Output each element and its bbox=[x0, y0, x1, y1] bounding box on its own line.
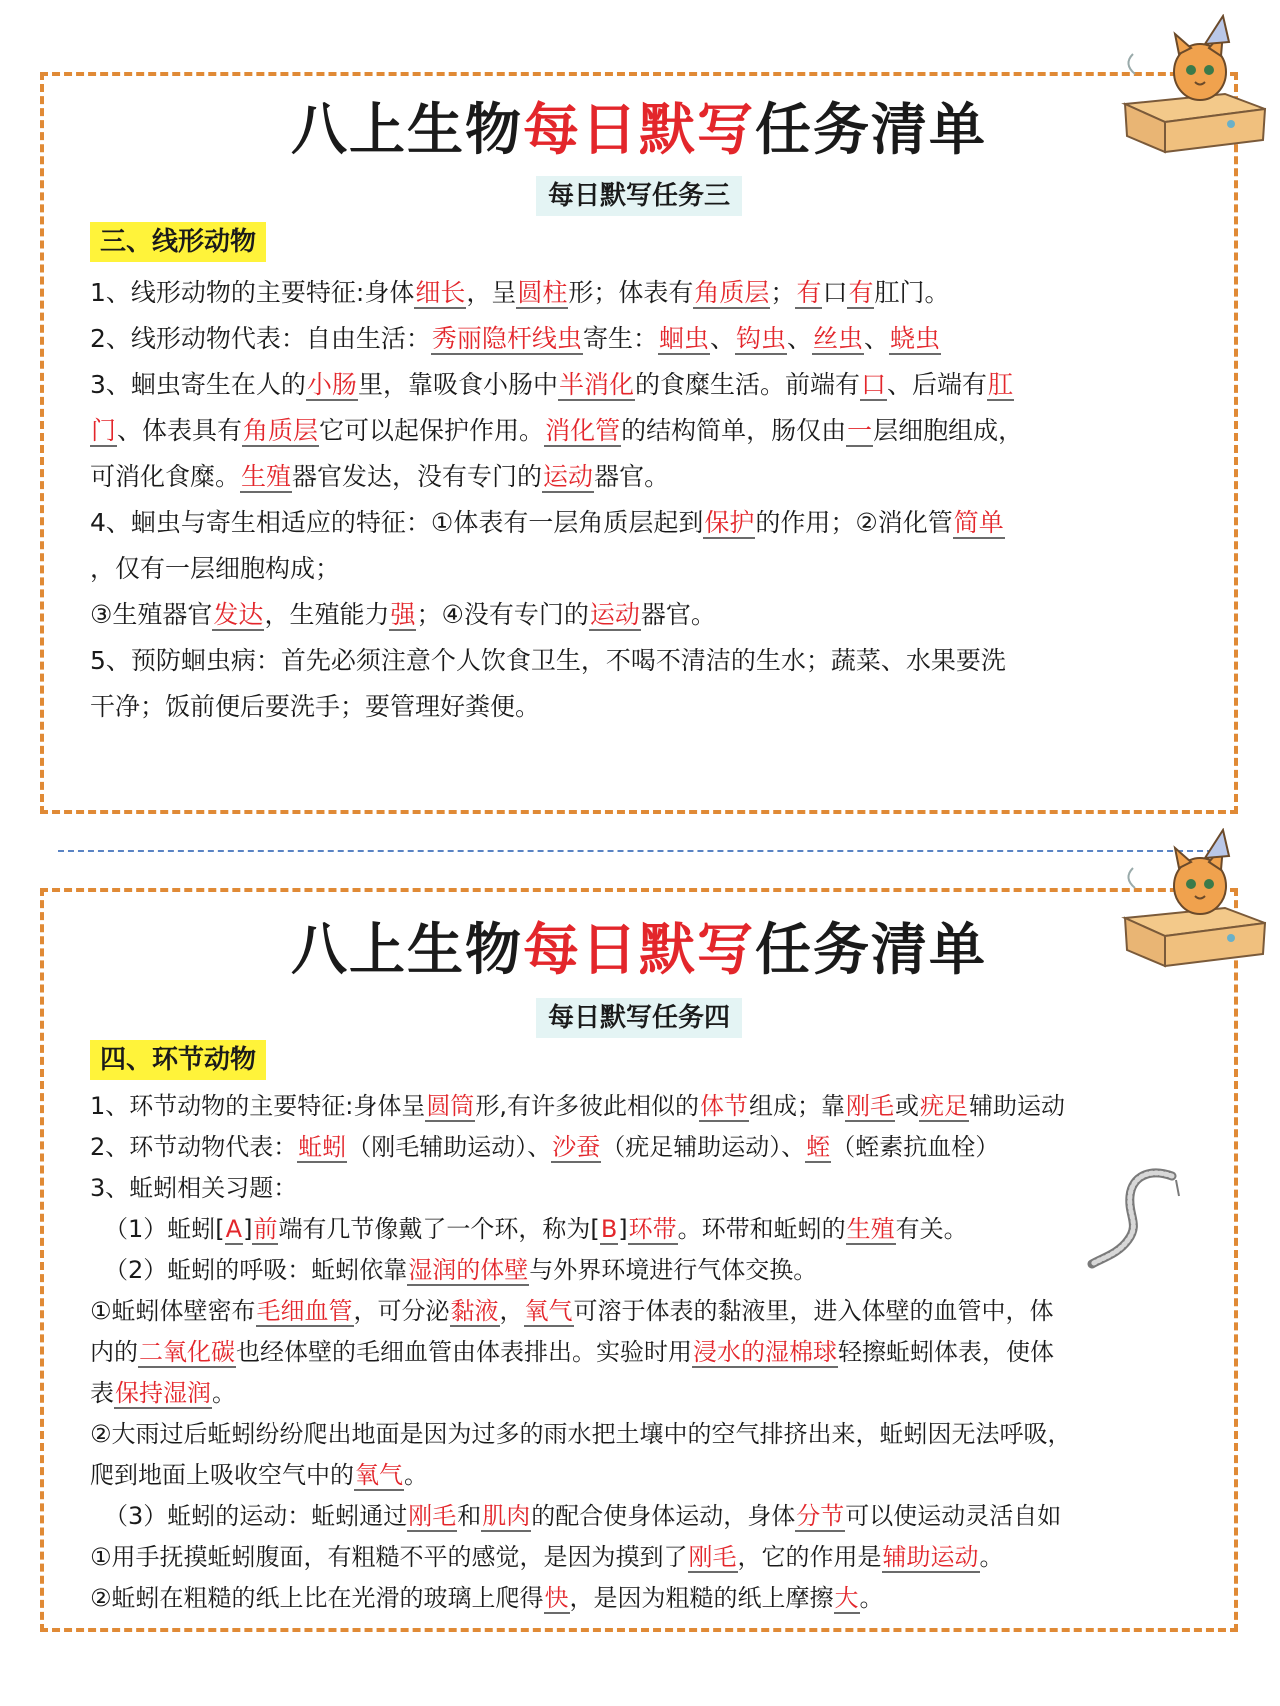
text: （1）蚯蚓[ bbox=[104, 1215, 225, 1243]
text: ②蚯蚓在粗糙的纸上比在光滑的玻璃上爬得 bbox=[90, 1584, 544, 1612]
text: 组成；靠 bbox=[749, 1092, 845, 1120]
text: 3、蚯蚓相关习题： bbox=[90, 1174, 298, 1202]
answer: 生殖 bbox=[241, 462, 292, 491]
text: 、后端有 bbox=[887, 370, 988, 399]
text: ②大雨过后蚯蚓纷纷爬出地面是因为过多的雨水把土壤中的空气排挤出来，蚯蚓因无法呼吸， bbox=[90, 1420, 1072, 1448]
text: 爬到地面上吸收空气中的 bbox=[90, 1461, 354, 1489]
answer: 蛭 bbox=[806, 1133, 831, 1161]
text: ，它的作用是 bbox=[737, 1543, 882, 1571]
text: 可溶于体表的黏液里，进入体壁的血管中，体 bbox=[573, 1297, 1054, 1325]
text: 寄生： bbox=[582, 324, 658, 353]
text: 。 bbox=[212, 1379, 236, 1407]
text-line bbox=[90, 546, 1220, 592]
card-body bbox=[90, 270, 1220, 730]
text: 的配合使身体运动，身体 bbox=[531, 1502, 796, 1530]
earthworm-icon bbox=[1080, 1162, 1190, 1272]
text: （疣足辅助运动）、 bbox=[601, 1133, 806, 1161]
text-line bbox=[90, 1250, 1220, 1291]
card-subtitle: 每日默写任务四 bbox=[536, 998, 742, 1038]
answer: 黏液 bbox=[450, 1297, 499, 1325]
text-line bbox=[90, 592, 1220, 638]
card-body bbox=[90, 1086, 1220, 1619]
card-title bbox=[44, 918, 1234, 984]
text: ，是因为粗糙的纸上摩擦 bbox=[569, 1584, 834, 1612]
answer: 半消化 bbox=[558, 370, 634, 399]
text: ；④没有专门的 bbox=[416, 600, 589, 629]
text: 、 bbox=[787, 324, 813, 353]
answer: 刚毛 bbox=[688, 1543, 737, 1571]
text: 也经体壁的毛细血管由体表排出。实验时用 bbox=[236, 1338, 692, 1366]
text: ，可分泌 bbox=[353, 1297, 450, 1325]
text: ①蚯蚓体壁密布 bbox=[90, 1297, 256, 1325]
text-line bbox=[90, 1291, 1220, 1332]
text-line bbox=[90, 1414, 1220, 1455]
text: ] bbox=[618, 1215, 628, 1243]
text: 的作用；②消化管 bbox=[755, 508, 953, 537]
answer: 细长 bbox=[415, 278, 466, 307]
answer: 简单 bbox=[953, 508, 1004, 537]
answer: 发达 bbox=[213, 600, 264, 629]
text: 器官发达，没有专门的 bbox=[292, 462, 543, 491]
answer: 肛 bbox=[988, 370, 1014, 399]
text-line bbox=[90, 1332, 1220, 1373]
text: ，仅有一层细胞构成； bbox=[90, 554, 341, 583]
text-line bbox=[90, 362, 1220, 408]
text: 端有几节像戴了一个环，称为[ bbox=[278, 1215, 600, 1243]
text: 口 bbox=[822, 278, 848, 307]
text: 形,有许多彼此相似的 bbox=[475, 1092, 699, 1120]
cat-in-box-icon bbox=[1105, 828, 1277, 968]
text-line bbox=[90, 638, 1220, 684]
text: 表 bbox=[90, 1379, 114, 1407]
text: 内的 bbox=[90, 1338, 138, 1366]
task-card-four bbox=[40, 888, 1238, 1632]
answer: 体节 bbox=[700, 1092, 748, 1120]
text: 3、蛔虫寄生在人的 bbox=[90, 370, 306, 399]
text-line bbox=[90, 1373, 1220, 1414]
text: ，生殖能力 bbox=[264, 600, 390, 629]
text: 肛门。 bbox=[874, 278, 950, 307]
answer: 有 bbox=[796, 278, 822, 307]
text: 层细胞组成， bbox=[873, 416, 1024, 445]
text: 、体表具有 bbox=[117, 416, 243, 445]
text: 。 bbox=[404, 1461, 428, 1489]
answer: 角质层 bbox=[694, 278, 770, 307]
text: 、 bbox=[864, 324, 890, 353]
text-line bbox=[90, 1209, 1220, 1250]
answer: 疣足 bbox=[920, 1092, 968, 1120]
text: 。环带和蚯蚓的 bbox=[677, 1215, 846, 1243]
answer: 前 bbox=[253, 1215, 278, 1243]
text: ] bbox=[243, 1215, 253, 1243]
section-heading: 四、环节动物 bbox=[90, 1040, 266, 1080]
text: 的食糜生活。前端有 bbox=[634, 370, 860, 399]
answer: 角质层 bbox=[243, 416, 319, 445]
text: 它可以起保护作用。 bbox=[319, 416, 545, 445]
text-line bbox=[90, 1537, 1220, 1578]
answer: 门 bbox=[91, 416, 117, 445]
text: 器官。 bbox=[640, 600, 716, 629]
text: 形；体表有 bbox=[568, 278, 694, 307]
answer: 秀丽隐杆线虫 bbox=[431, 324, 582, 353]
answer: 蚯蚓 bbox=[298, 1133, 347, 1161]
text-line bbox=[90, 1168, 1220, 1209]
text: 、 bbox=[709, 324, 735, 353]
answer: 氧气 bbox=[524, 1297, 573, 1325]
text: 1、线形动物的主要特征:身体 bbox=[90, 278, 415, 307]
text: 5、预防蛔虫病：首先必须注意个人饮食卫生，不喝不清洁的生水；蔬菜、水果要洗 bbox=[90, 646, 1006, 675]
answer: 保护 bbox=[704, 508, 755, 537]
answer: 运动 bbox=[543, 462, 594, 491]
text: 与外界环境进行气体交换。 bbox=[529, 1256, 818, 1284]
card-subtitle: 每日默写任务三 bbox=[536, 176, 742, 216]
answer: 沙蚕 bbox=[552, 1133, 601, 1161]
text: （3）蚯蚓的运动：蚯蚓通过 bbox=[104, 1502, 408, 1530]
text: 有关。 bbox=[895, 1215, 968, 1243]
text: 。 bbox=[979, 1543, 1004, 1571]
section-heading: 三、线形动物 bbox=[90, 222, 266, 262]
answer: 大 bbox=[834, 1584, 859, 1612]
text: 的结构简单，肠仅由 bbox=[621, 416, 847, 445]
text: 和 bbox=[457, 1502, 482, 1530]
answer: 辅助运动 bbox=[882, 1543, 979, 1571]
text-line bbox=[90, 454, 1220, 500]
answer: 钩虫 bbox=[735, 324, 786, 353]
text-line bbox=[90, 1455, 1220, 1496]
text-line bbox=[90, 1578, 1220, 1619]
answer: 圆柱 bbox=[517, 278, 568, 307]
answer: B bbox=[600, 1215, 618, 1243]
answer: 消化管 bbox=[545, 416, 621, 445]
answer: A bbox=[225, 1215, 243, 1243]
card-title bbox=[44, 98, 1234, 164]
answer: 湿润的体壁 bbox=[408, 1256, 529, 1284]
text: ， bbox=[499, 1297, 524, 1325]
text-line bbox=[90, 270, 1220, 316]
text: 辅助运动 bbox=[969, 1092, 1065, 1120]
text: 1、环节动物的主要特征:身体呈 bbox=[90, 1092, 426, 1120]
answer: 氧气 bbox=[355, 1461, 403, 1489]
text: 或 bbox=[895, 1092, 919, 1120]
title-suffix: 任务清单 bbox=[755, 918, 987, 983]
answer: 分节 bbox=[796, 1502, 845, 1530]
title-suffix: 任务清单 bbox=[755, 98, 987, 163]
title-prefix: 八上生物 bbox=[291, 98, 523, 163]
text: 可以使运动灵活自如 bbox=[845, 1502, 1062, 1530]
text: （2）蚯蚓的呼吸：蚯蚓依靠 bbox=[104, 1256, 408, 1284]
text: 干净；饭前便后要洗手；要管理好粪便。 bbox=[90, 692, 541, 721]
text-line bbox=[90, 500, 1220, 546]
text: 4、蛔虫与寄生相适应的特征：①体表有一层角质层起到 bbox=[90, 508, 704, 537]
text-line bbox=[90, 316, 1220, 362]
answer: 小肠 bbox=[306, 370, 357, 399]
text-line bbox=[90, 1086, 1220, 1127]
answer: 刚毛 bbox=[846, 1092, 894, 1120]
answer: 环带 bbox=[628, 1215, 677, 1243]
text: ①用手抚摸蚯蚓腹面，有粗糙不平的感觉，是因为摸到了 bbox=[90, 1543, 688, 1571]
answer: 保持湿润 bbox=[115, 1379, 211, 1407]
text: 可消化食糜。 bbox=[90, 462, 241, 491]
text: （蛭素抗血栓） bbox=[831, 1133, 1000, 1161]
answer: 丝虫 bbox=[813, 324, 864, 353]
text: 器官。 bbox=[594, 462, 670, 491]
text: 2、环节动物代表： bbox=[90, 1133, 298, 1161]
answer: 蛲虫 bbox=[890, 324, 941, 353]
task-card-three bbox=[40, 72, 1238, 814]
text: 。 bbox=[859, 1584, 884, 1612]
answer: 一 bbox=[847, 416, 873, 445]
text: ③生殖器官 bbox=[90, 600, 213, 629]
answer: 运动 bbox=[589, 600, 640, 629]
text-line bbox=[90, 1127, 1220, 1168]
text: 2、线形动物代表：自由生活： bbox=[90, 324, 431, 353]
answer: 有 bbox=[848, 278, 874, 307]
text: 轻擦蚯蚓体表，使体 bbox=[838, 1338, 1054, 1366]
title-highlight: 每日默写 bbox=[523, 918, 755, 983]
text-line bbox=[90, 408, 1220, 454]
answer: 生殖 bbox=[846, 1215, 895, 1243]
text: ； bbox=[770, 278, 796, 307]
text-line bbox=[90, 684, 1220, 730]
text-line bbox=[90, 1496, 1220, 1537]
text: ，呈 bbox=[466, 278, 517, 307]
answer: 快 bbox=[544, 1584, 569, 1612]
answer: 毛细血管 bbox=[256, 1297, 353, 1325]
answer: 强 bbox=[390, 600, 416, 629]
text: （刚毛辅助运动）、 bbox=[347, 1133, 552, 1161]
title-prefix: 八上生物 bbox=[291, 918, 523, 983]
answer: 肌肉 bbox=[482, 1502, 531, 1530]
answer: 口 bbox=[860, 370, 886, 399]
title-highlight: 每日默写 bbox=[523, 98, 755, 163]
answer: 圆筒 bbox=[426, 1092, 475, 1120]
answer: 刚毛 bbox=[408, 1502, 457, 1530]
answer: 蛔虫 bbox=[658, 324, 709, 353]
answer: 二氧化碳 bbox=[139, 1338, 235, 1366]
answer: 浸水的湿棉球 bbox=[693, 1338, 837, 1366]
section-divider bbox=[58, 850, 1223, 852]
cat-in-box-icon bbox=[1105, 14, 1277, 154]
text: 里，靠吸食小肠中 bbox=[357, 370, 558, 399]
